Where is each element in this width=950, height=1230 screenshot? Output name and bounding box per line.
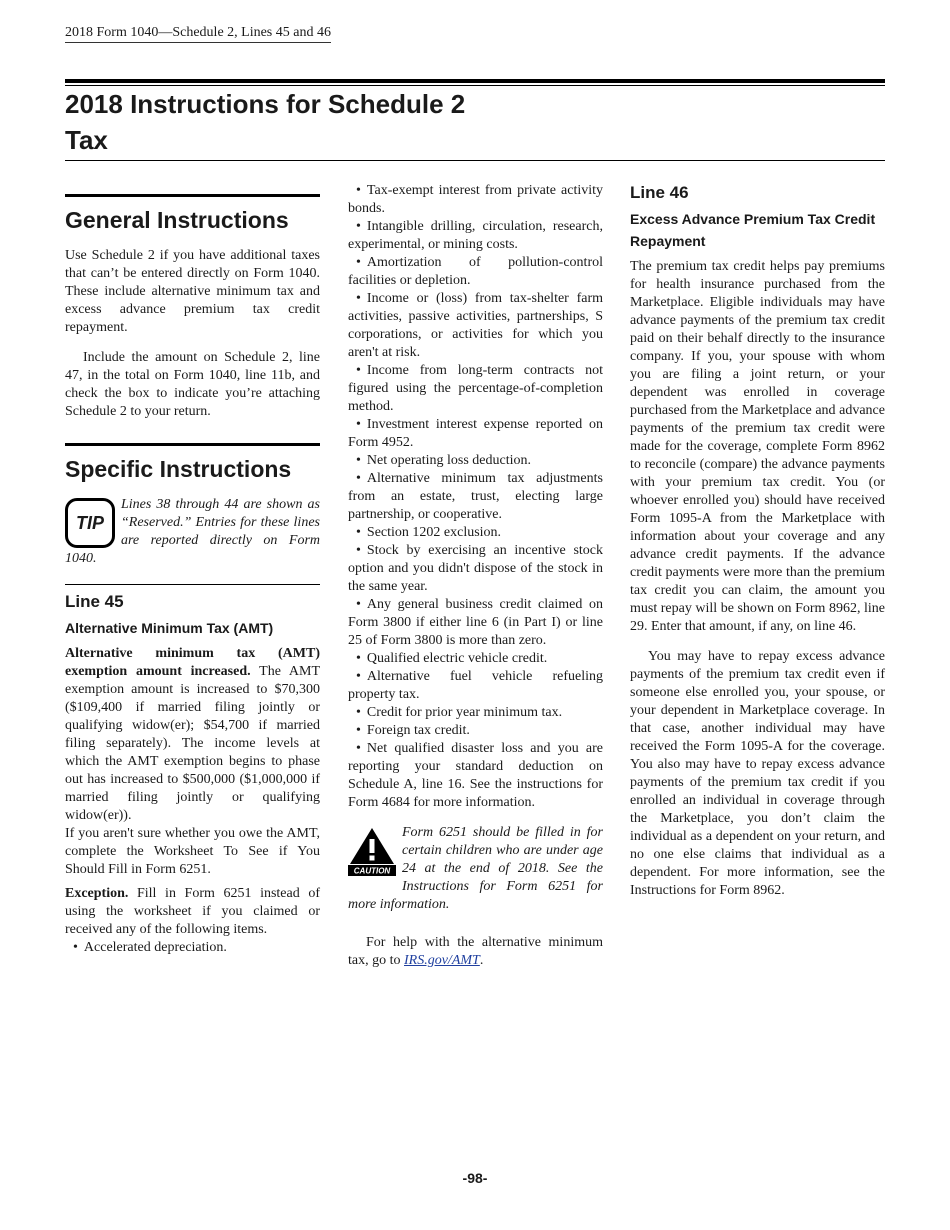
caution-triangle-icon [348,826,396,876]
general-instructions-heading: General Instructions [65,207,289,233]
list-item: • Alternative minimum tax adjustments from an estate, trust, electing large partnership, or cooperative. [348,470,603,524]
premium-credit-paragraph-1: The premium tax credit helps pay premiums for health insurance purchased from the Marketplace. Eligible individuals may have advance payments of the premium tax credit paid on their behalf directly to the insurance company. If you, your spouse with whom you are filing a joint return, or your dependent was enrolled in coverage purchased from the Marketplace and advance payments of the premium tax credit were made for the coverage, complete Form 8962 to reconcile (compare) the advance payments with your premium tax credit. You (or whoever enrolled you) should have received Form 1095-A from the Marketplace with information about your coverage and any advance credit payments. If the advance credit payments were more than the premium tax credit you can claim, the amount you must repay will be shown on Form 8962, line 29. Enter that amount, if any, on line 46. [630,259,885,634]
list-item: • Investment interest expense reported on Form 4952. [348,416,603,452]
list-item: • Amortization of pollution-control facilities or depletion. [348,254,603,290]
caution-label: CAUTION [353,866,391,876]
amt-items-list-2 [348,182,603,812]
list-item: • Credit for prior year minimum tax. [348,704,603,722]
exception-text: Fill in Form 6251 instead of using the worksheet if you claimed or received any of the following items. [65,886,320,937]
list-item: • Section 1202 exclusion. [348,524,603,542]
list-item: • Income from long-term contracts not figured using the percentage-of-completion method. [348,362,603,416]
amt-worksheet-paragraph: If you aren't sure whether you owe the AMT, complete the Worksheet To See if You Should Fill in Form 6251. [65,826,320,877]
line-46-subheading: Excess Advance Premium Tax Credit Repayment [630,211,876,249]
title-bottom-rule [65,160,885,161]
general-section-rule [65,194,320,197]
specific-section-rule [65,443,320,446]
amt-exemption-paragraph [65,645,320,825]
running-head: 2018 Form 1040—Schedule 2, Lines 45 and 46 [65,25,331,43]
list-item: • Tax-exempt interest from private activity bonds. [348,182,603,218]
general-paragraph-1: Use Schedule 2 if you have additional taxes that can’t be entered directly on Form 1040. These include alternative minimum tax and excess advance premium tax credit repayment. [65,248,320,335]
tip-icon [65,498,115,548]
amt-help-text: For help with the alternative minimum tax, go to [348,935,603,968]
amt-exemption-text: The AMT exemption amount is increased to $70,300 ($109,400 if married filing jointly or qualifying widow(er); $54,700 if married filing separately). The income levels at which the AMT exemption begins to phase out has increased to $500,000 ($1,000,000 if married filing jointly or qualifying widow(er)). [65,664,320,823]
document-title-line1: 2018 Instructions for Schedule 2 [65,89,466,119]
column-2 [348,182,603,970]
page-number: -98- [462,1170,488,1186]
line-46-heading: Line 46 [630,183,689,202]
list-item: • Net operating loss deduction. [348,452,603,470]
list-item: • Alternative fuel vehicle refueling property tax. [348,668,603,704]
line-45-subheading: Alternative Minimum Tax (AMT) [65,620,274,636]
general-paragraph-2: Include the amount on Schedule 2, line 47, in the total on Form 1040, line 11b, and check the box to indicate you’re attaching Schedule 2 to your return. [65,350,320,419]
line45-rule [65,584,320,585]
caution-callout [348,824,603,914]
amt-help-paragraph [348,934,603,970]
list-item: • Any general business credit claimed on Form 3800 if either line 6 (in Part I) or line 25 of Form 3800 is more than zero. [348,596,603,650]
list-item: • Net qualified disaster loss and you are reporting your standard deduction on Schedule A, line 16. See the instructions for Form 4684 for more information. [348,740,603,812]
amt-exemption-lead: Alternative minimum tax (AMT) exemption amount increased. [65,646,320,679]
amt-items-list-1 [65,939,320,957]
list-item: • Foreign tax credit. [348,722,603,740]
list-item: • Qualified electric vehicle credit. [348,650,603,668]
specific-instructions-heading: Specific Instructions [65,456,292,482]
list-item: • Intangible drilling, circulation, research, experimental, or mining costs. [348,218,603,254]
document-title-line2: Tax [65,125,108,155]
document-title [65,86,465,158]
tip-callout [65,496,320,568]
amt-help-end: . [479,953,484,968]
line-45-heading: Line 45 [65,592,124,611]
exception-paragraph [65,885,320,939]
list-item: • Stock by exercising an incentive stock option and you didn't dispose of the stock in the same year. [348,542,603,596]
title-top-rule [65,79,885,83]
premium-credit-paragraph-2: You may have to repay excess advance payments of the premium tax credit even if someone else enrolled you, your spouse, or your dependent in Marketplace coverage. In that case, another individual may have received the Form 1095-A for the coverage. You also may have to repay excess advance payments of the premium tax credit if you enrolled an individual in coverage through the Marketplace, you don’t claim the individual as a dependent on your return, and no one else claims that individual as a dependent. For more information, see the Instructions for Form 8962. [630,649,885,898]
column-3 [630,178,885,900]
irs-amt-link[interactable]: IRS.gov/AMT [404,953,480,968]
caution-text: Form 6251 should be filled in for certain children who are under age 24 at the end of 2018. See the Instructions for Form 6251 for more information. [348,825,603,912]
tip-icon-label: TIP [65,498,115,548]
tip-text: Lines 38 through 44 are shown as “Reserved.” Entries for these lines are reported directly on Form 1040. [65,497,320,566]
exception-lead: Exception. [65,886,129,901]
caution-icon [348,826,396,882]
list-item: • Accelerated depreciation. [65,939,320,957]
list-item: • Income or (loss) from tax-shelter farm activities, passive activities, partnerships, S corporations, or activities for which you aren't at risk. [348,290,603,362]
column-1 [65,176,320,957]
